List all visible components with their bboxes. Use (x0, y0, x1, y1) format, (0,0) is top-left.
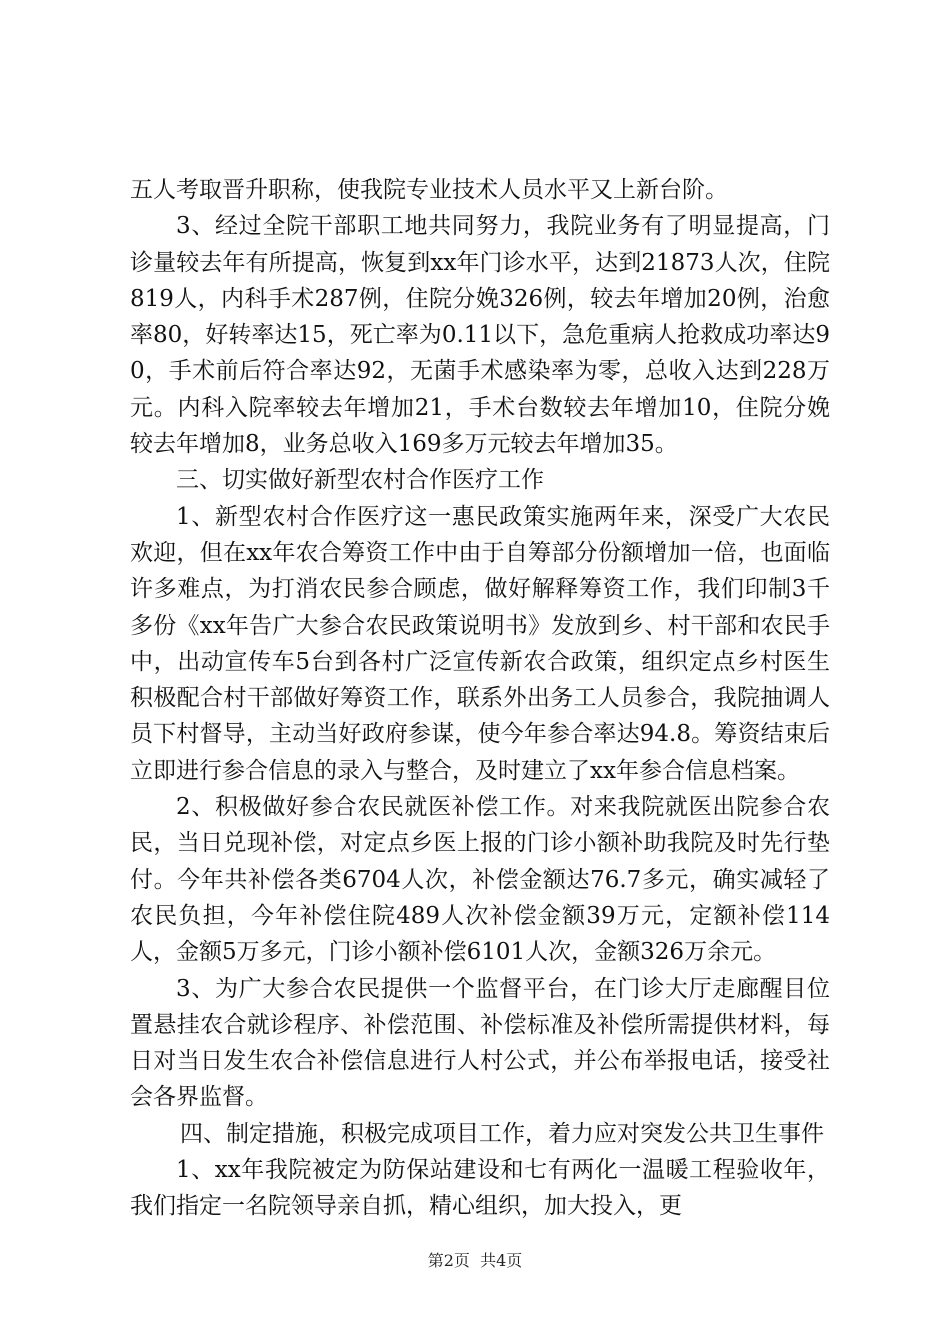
paragraph-8: 1、xx年我院被定为防保站建设和七有两化一温暖工程验收年，我们指定一名院领导亲自抓，精心组织，加大投入，更 (130, 1157, 830, 1220)
paragraph-4: 1、新型农村合作医疗这一惠民政策实施两年来，深受广大农民欢迎，但在xx年农合筹资工作中由于自筹部分份额增加一倍，也面临许多难点，为打消农民参合顾虑，做好解释筹资工作，我们印制3千多份《xx年告广大参合农民政策说明书》发放到乡、村干部和农民手中，出动宣传车5台到各村广泛宣传新农合政策，组织定点乡村医生积极配合村干部做好筹资工作，联系外出务工人员参合，我院抽调人员下村督导，主动当好政府参谋，使今年参合率达94.8。筹资结束后立即进行参合信息的录入与整合，及时建立了xx年参合信息档案。 (130, 503, 830, 784)
section-heading-4: 四、制定措施，积极完成项目工作，着力应对突发公共卫生事件 (180, 1120, 824, 1147)
paragraph-1: 五人考取晋升职称，使我院专业技术人员水平又上新台阶。 (130, 177, 728, 203)
paragraph-6: 3、为广大参合农民提供一个监督平台，在门诊大厅走廊醒目位置悬挂农合就诊程序、补偿范围、补偿标准及补偿所需提供材料，每日对当日发生农合补偿信息进行人村公式，并公布举报电话，接受社会各界监督。 (130, 975, 830, 1111)
section-heading-3: 三、切实做好新型农村合作医疗工作 (176, 467, 544, 494)
page-footer (0, 1248, 950, 1271)
paragraph-2: 3、经过全院干部职工地共同努力，我院业务有了明显提高，门诊量较去年有所提高，恢复到xx年门诊水平，达到21873人次，住院819人，内科手术287例，住院分娩326例，较去年增加20例，治愈率80，好转率达15，死亡率为0.11以下，急危重病人抢救成功率达90，手术前后符合率达92，无菌手术感染率为零，总收入达到228万元。内科入院率较去年增加21，手术台数较去年增加10，住院分娩较去年增加8，业务总收入169多万元较去年增加35。 (130, 213, 830, 458)
page-number-label: 第2页 共4页 (427, 1251, 523, 1270)
paragraph-5: 2、积极做好参合农民就医补偿工作。对来我院就医出院参合农民，当日兑现补偿，对定点乡医上报的门诊小额补助我院及时先行垫付。今年共补偿各类6704人次，补偿金额达76.7多元，确实减轻了农民负担，今年补偿住院489人次补偿金额39万元，定额补偿114人，金额5万多元，门诊小额补偿6101人次，金额326万余元。 (130, 794, 830, 966)
document-body (130, 172, 830, 1225)
